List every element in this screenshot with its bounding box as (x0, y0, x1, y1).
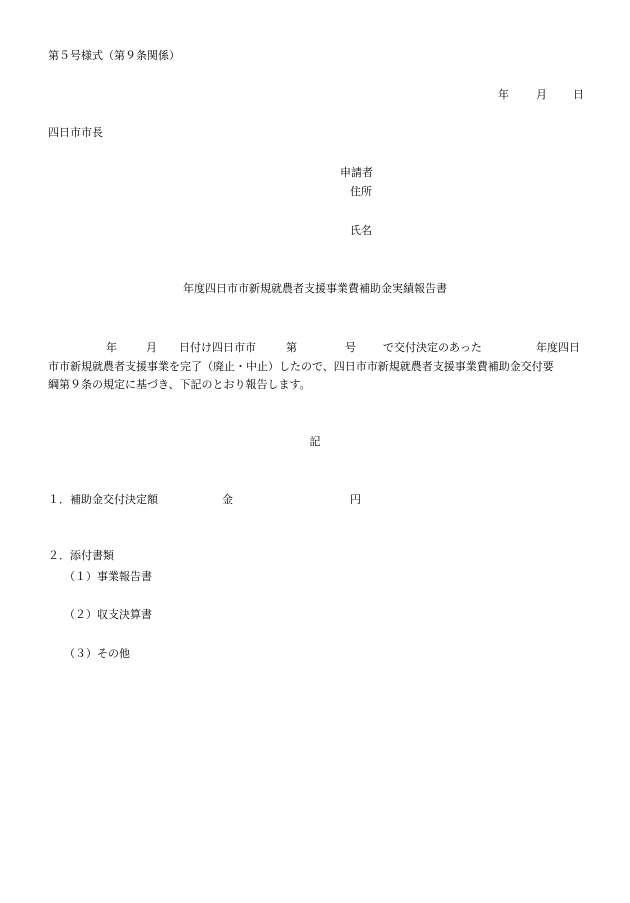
body-fiscal: 年度四日 (536, 341, 580, 354)
body-dated: 日付け四日市市 (179, 341, 256, 354)
item-grant-amount (48, 493, 588, 549)
body-dai: 第 (286, 341, 297, 354)
report-body (48, 339, 588, 395)
attachment-item: （１）事業報告書 (64, 570, 152, 583)
applicant-name-label: 氏名 (350, 224, 372, 237)
date-month-label: 月 (536, 88, 547, 101)
body-line-2: 市市新規就農者支援事業を完了（廃止・中止）したので、四日市市新規就農者支援事業費補助金交付要 (48, 359, 554, 373)
body-decided: で交付決定のあった (383, 341, 482, 354)
body-month: 月 (146, 341, 157, 354)
document-title: 年度四日市市新規就農者支援事業費補助金実績報告書 (183, 282, 447, 295)
date-day-label: 日 (573, 88, 584, 101)
date-year-label: 年 (498, 88, 509, 101)
form-number: 第５号様式（第９条関係） (48, 49, 180, 62)
body-line-3: 綱第９条の規定に基づき、下記のとおり報告します。 (48, 378, 311, 391)
body-year: 年 (106, 341, 117, 354)
attachment-item: （３）その他 (64, 647, 130, 660)
item1-kin: 金 (222, 493, 233, 506)
ki-heading: 記 (309, 435, 321, 448)
item1-label: １．補助金交付決定額 (48, 493, 158, 506)
item-attachments-heading: ２．添付書類 (48, 549, 114, 562)
date-line (498, 88, 588, 144)
item1-yen: 円 (350, 493, 361, 506)
addressee: 四日市市長 (48, 126, 103, 139)
body-go: 号 (345, 341, 356, 354)
body-line-1 (48, 339, 588, 358)
attachment-item: （２）収支決算書 (64, 608, 152, 621)
applicant-address-label: 住所 (350, 185, 372, 198)
applicant-heading: 申請者 (340, 166, 373, 179)
